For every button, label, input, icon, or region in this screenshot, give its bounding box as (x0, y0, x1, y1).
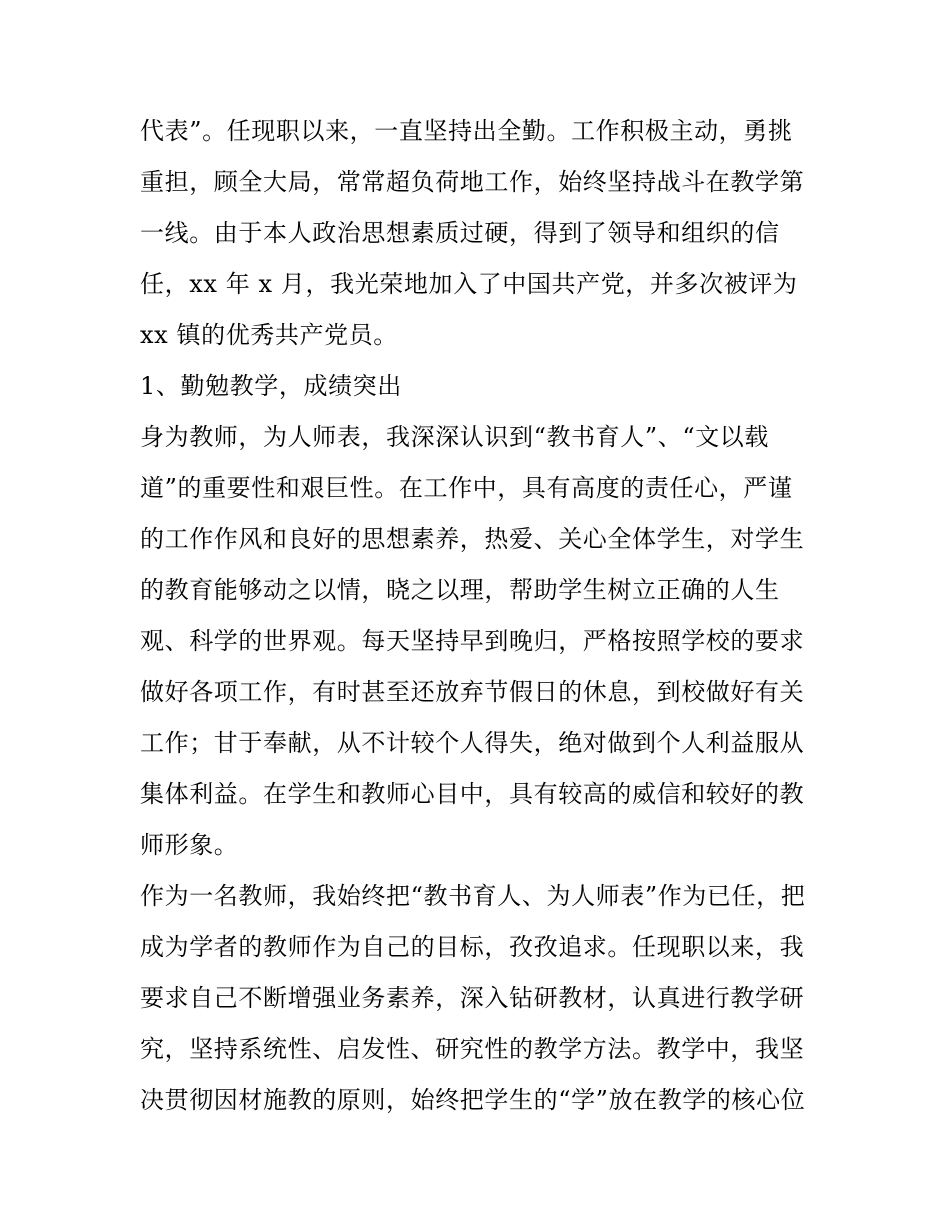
text-line: 身为教师，为人师表，我深深认识到“教书育人”、“文以载 (140, 423, 770, 451)
text-line: 集体利益。在学生和教师心目中，具有较高的威信和较好的教 (140, 780, 805, 808)
text-line: 一线。由于本人政治思想素质过硬，得到了领导和组织的信 (140, 219, 780, 247)
text-line: 究，坚持系统性、启发性、研究性的教学方法。教学中，我坚 (140, 1035, 805, 1063)
document-body (140, 106, 820, 1126)
section-heading: 1、勤勉教学，成绩突出 (140, 372, 402, 400)
text-line: 成为学者的教师作为自己的目标，孜孜追求。任现职以来，我 (140, 933, 805, 961)
text-line: xx 镇的优秀共产党员。 (140, 321, 398, 349)
text-line: 代表”。任现职以来，一直坚持出全勤。工作积极主动，勇挑 (140, 117, 793, 145)
text-line: 师形象。 (140, 831, 239, 859)
text-line: 的工作作风和良好的思想素养，热爱、关心全体学生，对学生 (140, 525, 805, 553)
text-line: 的教育能够动之以情，晓之以理，帮助学生树立正确的人生 (140, 576, 780, 604)
text-line: 作为一名教师，我始终把“教书育人、为人师表”作为已任，把 (140, 882, 806, 910)
text-line: 道”的重要性和艰巨性。在工作中，具有高度的责任心，严谨 (140, 474, 793, 502)
text-line: 观、科学的世界观。每天坚持早到晚归，严格按照学校的要求 (140, 627, 805, 655)
text-line: 决贯彻因材施教的原则，始终把学生的“学”放在教学的核心位 (140, 1086, 806, 1114)
text-line: 重担，顾全大局，常常超负荷地工作，始终坚持战斗在教学第 (140, 168, 805, 196)
text-line: 做好各项工作，有时甚至还放弃节假日的休息，到校做好有关 (140, 678, 805, 706)
text-line: 任，xx 年 x 月，我光荣地加入了中国共产党，并多次被评为 (140, 270, 798, 298)
text-line: 工作；甘于奉献，从不计较个人得失，绝对做到个人利益服从 (140, 729, 805, 757)
text-line: 要求自己不断增强业务素养，深入钻研教材，认真进行教学研 (140, 984, 805, 1012)
